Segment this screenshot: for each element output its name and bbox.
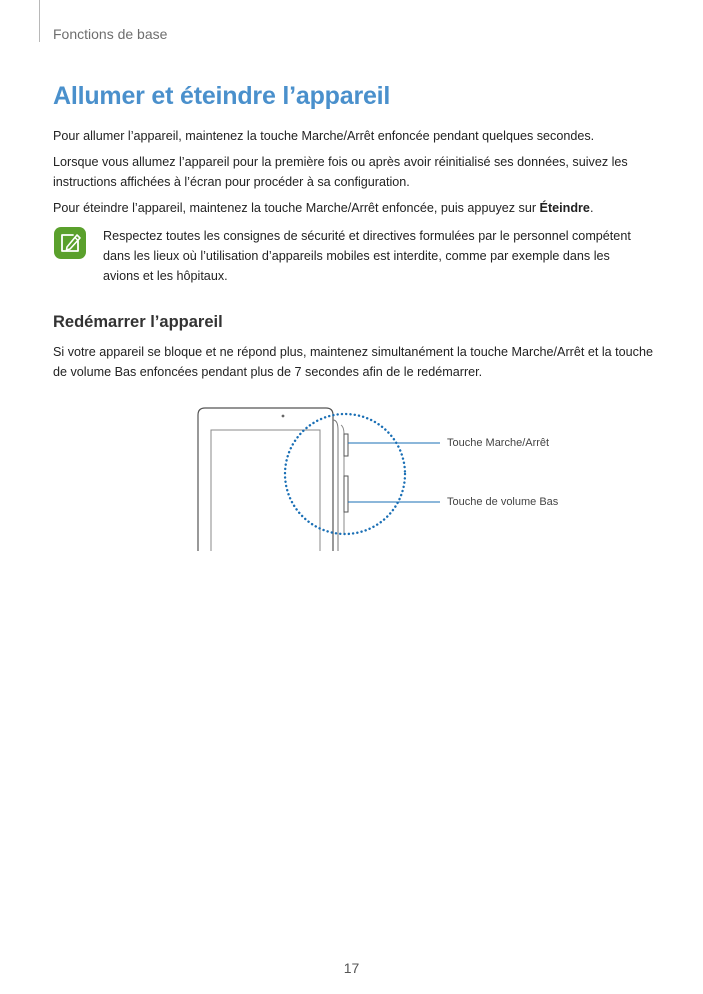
note-pencil-icon [53, 226, 87, 260]
callout-volume-key: Touche de volume Bas [447, 496, 559, 508]
note-text: Respectez toutes les consignes de sécurité et directives formulées par le personnel compétent dans les lieux où l’utilisation d’appareils mobiles est interdite, comme par exemple dans les avions et les hôpitaux. [103, 229, 631, 283]
volume-down-key [344, 476, 348, 512]
paragraph-first-use: Lorsque vous allumez l’appareil pour la première fois ou après avoir réinitialisé ses données, suivez les instructions affichées à l’écran pour procéder à sa configuration. [53, 155, 628, 189]
section-label: Fonctions de base [53, 26, 168, 42]
power-off-suffix: . [589, 201, 594, 215]
page-title: Allumer et éteindre l’appareil [53, 82, 391, 110]
tablet-body [198, 408, 333, 551]
tablet-side-inner [341, 425, 344, 535]
highlight-circle [285, 414, 405, 534]
paragraph-power-on: Pour allumer l’appareil, maintenez la touche Marche/Arrêt enfoncée pendant quelques secondes. [53, 129, 595, 143]
power-key [344, 434, 348, 456]
callout-power-key: Touche Marche/Arrêt [447, 437, 550, 449]
paragraph-power-off [53, 198, 653, 218]
power-off-keyword: Éteindre [539, 201, 590, 215]
header-margin-line [39, 0, 40, 42]
section-heading-restart: Redémarrer l’appareil [53, 313, 223, 331]
page-number: 17 [343, 960, 360, 976]
power-off-text: Pour éteindre l’appareil, maintenez la touche Marche/Arrêt enfoncée, puis appuyez sur [53, 201, 540, 215]
tablet-side-outer [333, 420, 338, 551]
paragraph-restart: Si votre appareil se bloque et ne répond plus, maintenez simultanément la touche Marche/Arrêt et la touche de volume Bas enfoncées pendant plus de 7 secondes afin de le redémarrer. [53, 345, 653, 379]
tablet-screen [211, 430, 320, 551]
front-camera [282, 415, 285, 418]
